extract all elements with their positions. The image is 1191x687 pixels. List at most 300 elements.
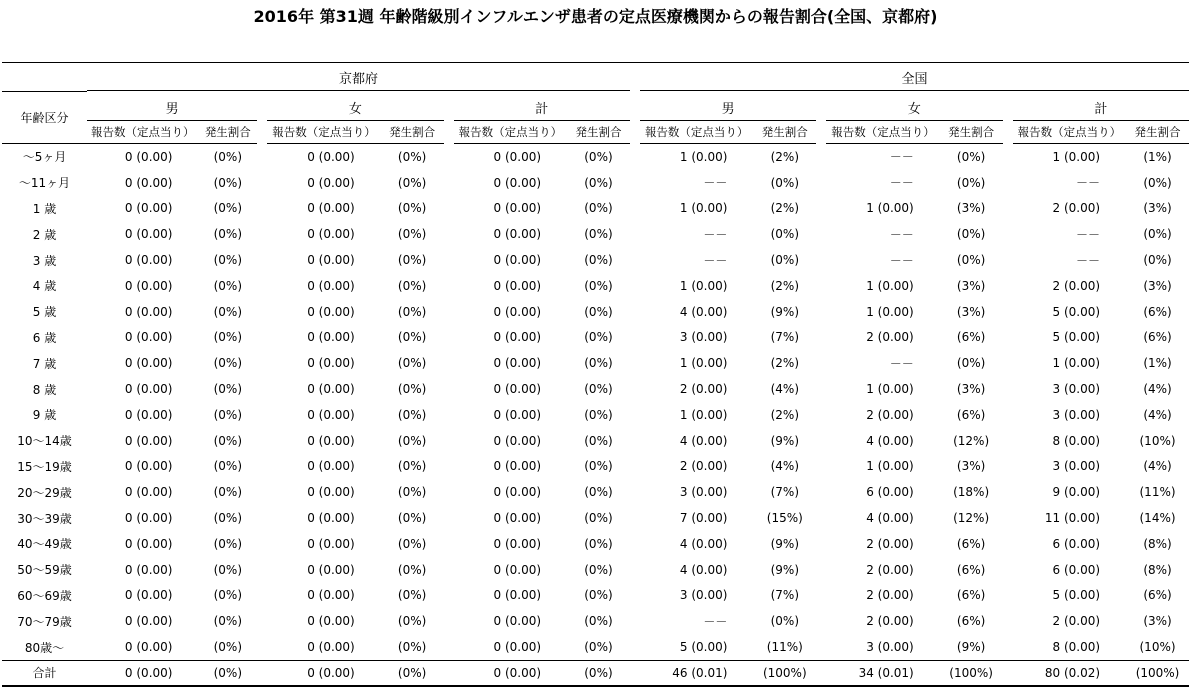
count-cell: 0 (0.00) <box>307 511 355 526</box>
report-table <box>2 62 1189 687</box>
age-cell: 50〜59歳 <box>17 563 72 578</box>
rate-cell: (6%) <box>1143 330 1172 345</box>
count-cell: 2 (0.00) <box>866 614 914 629</box>
count-cell: －－ <box>889 150 914 165</box>
count-cell: 0 (0.00) <box>493 201 542 216</box>
count-cell: 0 (0.00) <box>307 433 355 448</box>
count-cell: 0 (0.00) <box>307 588 355 603</box>
count-cell: 0 (0.00) <box>493 356 542 371</box>
rate-cell: (0%) <box>1143 227 1172 242</box>
rate-cell: (100%) <box>940 660 1003 687</box>
rate-cell: (12%) <box>953 433 990 448</box>
rate-cell: (0%) <box>584 562 613 577</box>
rate-cell: (0%) <box>213 227 243 242</box>
rate-cell: (0%) <box>584 356 613 371</box>
count-cell: 1 (0.00) <box>1052 149 1101 164</box>
age-cell: 10〜14歳 <box>17 434 72 449</box>
rate-cell: (9%) <box>770 562 799 577</box>
rate-cell: (0%) <box>213 485 243 500</box>
count-cell: 0 (0.00) <box>307 562 355 577</box>
count-cell: 0 (0.00) <box>493 330 542 345</box>
count-cell: 1 (0.00) <box>679 407 728 422</box>
count-column-header: 報告数（定点当り） <box>1013 121 1126 144</box>
rate-cell: (1%) <box>1143 149 1172 164</box>
rate-cell: (4%) <box>770 382 799 397</box>
table-row <box>2 350 1189 376</box>
count-cell: 0 (0.00) <box>493 640 542 655</box>
table-row <box>2 299 1189 325</box>
rate-cell: (0%) <box>213 407 243 422</box>
rate-cell: (0%) <box>213 253 243 268</box>
count-cell: 0 (0.00) <box>267 660 380 687</box>
count-cell: 46 (0.01) <box>640 660 753 687</box>
count-cell: 4 (0.00) <box>679 536 728 551</box>
rate-cell: (0%) <box>584 382 613 397</box>
age-cell: 3 歳 <box>32 253 57 268</box>
count-cell: 5 (0.00) <box>1052 304 1101 319</box>
rate-cell: (0%) <box>397 407 427 422</box>
count-cell: 0 (0.00) <box>124 304 173 319</box>
table-body <box>2 144 1189 687</box>
rate-cell: (3%) <box>956 201 986 216</box>
count-cell: 5 (0.00) <box>1052 588 1101 603</box>
table-row <box>2 144 1189 170</box>
count-cell: 0 (0.00) <box>124 149 173 164</box>
rate-cell: (2%) <box>770 407 799 422</box>
rate-cell: (0%) <box>198 660 257 687</box>
rate-cell: (0%) <box>397 356 427 371</box>
count-cell: －－ <box>703 614 728 629</box>
count-cell: 0 (0.00) <box>124 330 173 345</box>
table-row <box>2 608 1189 634</box>
count-cell: 6 (0.00) <box>866 485 914 500</box>
region-header-kyoto: 京都府 <box>87 62 630 91</box>
rate-cell: (0%) <box>213 614 243 629</box>
rate-cell: (3%) <box>956 304 986 319</box>
rate-cell: (0%) <box>584 304 613 319</box>
rate-cell: (18%) <box>953 485 990 500</box>
rate-column-header: 発生割合 <box>1126 121 1189 144</box>
age-cell: 8 歳 <box>32 382 57 397</box>
count-cell: －－ <box>889 253 914 268</box>
count-cell: 80 (0.02) <box>1013 660 1126 687</box>
count-cell: 9 (0.00) <box>1052 485 1101 500</box>
table-row <box>2 479 1189 505</box>
rate-cell: (0%) <box>213 459 243 474</box>
count-cell: 2 (0.00) <box>679 459 728 474</box>
count-cell: 0 (0.00) <box>307 407 355 422</box>
count-cell: 0 (0.00) <box>124 356 173 371</box>
rate-cell: (0%) <box>584 278 613 293</box>
count-cell: 2 (0.00) <box>1052 278 1101 293</box>
rate-cell: (6%) <box>956 562 986 577</box>
rate-cell: (0%) <box>213 511 243 526</box>
rate-cell: (0%) <box>567 660 630 687</box>
rate-cell: (9%) <box>770 304 799 319</box>
count-cell: 0 (0.00) <box>493 253 542 268</box>
rate-cell: (0%) <box>770 614 799 629</box>
rate-cell: (0%) <box>584 588 613 603</box>
count-cell: 3 (0.00) <box>1052 459 1101 474</box>
count-cell: 0 (0.00) <box>493 588 542 603</box>
rate-cell: (6%) <box>956 536 986 551</box>
rate-cell: (0%) <box>397 227 427 242</box>
rate-column-header: 発生割合 <box>753 121 816 144</box>
table-row <box>2 531 1189 557</box>
count-cell: 2 (0.00) <box>1052 614 1101 629</box>
count-cell: 1 (0.00) <box>866 459 914 474</box>
count-cell: －－ <box>703 227 728 242</box>
table-row <box>2 583 1189 609</box>
rate-column-header: 発生割合 <box>381 121 444 144</box>
page-title: 2016年 第31週 年齢階級別インフルエンザ患者の定点医療機関からの報告割合(全国、京都府) <box>253 7 938 26</box>
table-row <box>2 634 1189 660</box>
count-cell: 0 (0.00) <box>124 459 173 474</box>
rate-cell: (4%) <box>1143 459 1172 474</box>
rate-cell: (2%) <box>770 356 799 371</box>
rate-cell: (4%) <box>1143 382 1172 397</box>
count-cell: 4 (0.00) <box>679 433 728 448</box>
rate-cell: (0%) <box>213 433 243 448</box>
table-row <box>2 376 1189 402</box>
rate-column-header: 発生割合 <box>198 121 257 144</box>
rate-cell: (0%) <box>213 356 243 371</box>
count-cell: 0 (0.00) <box>124 253 173 268</box>
table-row <box>2 325 1189 351</box>
rate-cell: (9%) <box>770 536 799 551</box>
count-cell: 2 (0.00) <box>866 407 914 422</box>
rate-cell: (0%) <box>770 253 799 268</box>
count-cell: 0 (0.00) <box>307 175 355 190</box>
count-cell: 5 (0.00) <box>679 640 728 655</box>
count-cell: 1 (0.00) <box>679 201 728 216</box>
count-column-header: 報告数（定点当り） <box>87 121 198 144</box>
count-cell: 0 (0.00) <box>124 227 173 242</box>
count-cell: 3 (0.00) <box>679 485 728 500</box>
rate-cell: (0%) <box>397 588 427 603</box>
count-cell: 6 (0.00) <box>1052 562 1101 577</box>
count-cell: 0 (0.00) <box>493 536 542 551</box>
count-cell: 5 (0.00) <box>1052 330 1101 345</box>
count-cell: 0 (0.00) <box>124 407 173 422</box>
count-cell: －－ <box>1076 227 1101 242</box>
rate-cell: (0%) <box>397 149 427 164</box>
table-row <box>2 557 1189 583</box>
table-row <box>2 428 1189 454</box>
rate-cell: (1%) <box>1143 356 1172 371</box>
age-column-header: 年齢区分 <box>2 91 87 144</box>
rate-cell: (0%) <box>397 640 427 655</box>
rate-cell: (8%) <box>1143 536 1172 551</box>
rate-cell: (0%) <box>584 433 613 448</box>
count-cell: 2 (0.00) <box>866 536 914 551</box>
header-corner <box>2 62 87 91</box>
count-cell: 6 (0.00) <box>1052 536 1101 551</box>
sex-header-female: 女 <box>267 91 443 121</box>
rate-cell: (0%) <box>584 407 613 422</box>
age-cell: 5 歳 <box>32 305 57 320</box>
rate-cell: (6%) <box>956 330 986 345</box>
rate-cell: (0%) <box>584 614 613 629</box>
rate-cell: (0%) <box>770 227 799 242</box>
rate-cell: (0%) <box>584 227 613 242</box>
rate-cell: (100%) <box>1126 660 1189 687</box>
count-cell: 4 (0.00) <box>679 562 728 577</box>
rate-cell: (0%) <box>397 511 427 526</box>
table-row <box>2 170 1189 196</box>
count-column-header: 報告数（定点当り） <box>454 121 567 144</box>
rate-cell: (0%) <box>956 149 986 164</box>
count-cell: 4 (0.00) <box>866 433 914 448</box>
count-cell: 0 (0.00) <box>454 660 567 687</box>
rate-cell: (0%) <box>213 536 243 551</box>
sex-header-total: 計 <box>454 91 630 121</box>
count-cell: 0 (0.00) <box>124 614 173 629</box>
count-cell: 8 (0.00) <box>1052 433 1101 448</box>
count-cell: 11 (0.00) <box>1044 511 1101 526</box>
rate-cell: (10%) <box>1139 433 1176 448</box>
age-cell: 9 歳 <box>32 408 57 423</box>
count-cell: －－ <box>889 227 914 242</box>
rate-cell: (0%) <box>397 330 427 345</box>
count-cell: 1 (0.00) <box>679 149 728 164</box>
rate-cell: (0%) <box>397 614 427 629</box>
rate-cell: (100%) <box>753 660 816 687</box>
count-cell: 1 (0.00) <box>679 356 728 371</box>
count-cell: 0 (0.00) <box>493 562 542 577</box>
table-row <box>2 247 1189 273</box>
count-cell: 2 (0.00) <box>1052 201 1101 216</box>
rate-cell: (6%) <box>956 588 986 603</box>
age-cell: 6 歳 <box>32 330 57 345</box>
count-cell: 8 (0.00) <box>1052 640 1101 655</box>
count-cell: 0 (0.00) <box>493 304 542 319</box>
count-cell: 0 (0.00) <box>493 227 542 242</box>
count-cell: 1 (0.00) <box>866 278 914 293</box>
count-cell: 0 (0.00) <box>124 511 173 526</box>
count-cell: －－ <box>703 253 728 268</box>
count-cell: 1 (0.00) <box>679 278 728 293</box>
count-cell: 0 (0.00) <box>493 511 542 526</box>
rate-cell: (4%) <box>770 459 799 474</box>
rate-cell: (0%) <box>584 511 613 526</box>
rate-cell: (3%) <box>1143 278 1172 293</box>
count-cell: 1 (0.00) <box>866 382 914 397</box>
count-cell: 3 (0.00) <box>1052 407 1101 422</box>
age-cell: 〜11ヶ月 <box>18 176 71 191</box>
count-cell: 0 (0.00) <box>493 175 542 190</box>
rate-cell: (0%) <box>213 278 243 293</box>
count-cell: －－ <box>1076 253 1101 268</box>
rate-cell: (0%) <box>397 278 427 293</box>
count-cell: 1 (0.00) <box>866 201 914 216</box>
count-cell: 1 (0.00) <box>866 304 914 319</box>
count-cell: 0 (0.00) <box>124 433 173 448</box>
rate-cell: (4%) <box>1143 407 1172 422</box>
count-cell: 0 (0.00) <box>87 660 198 687</box>
rate-cell: (3%) <box>1143 614 1172 629</box>
age-cell: 合計 <box>2 660 87 687</box>
count-cell: －－ <box>889 176 914 191</box>
rate-cell: (0%) <box>213 588 243 603</box>
count-column-header: 報告数（定点当り） <box>640 121 753 144</box>
count-cell: 0 (0.00) <box>307 201 355 216</box>
count-cell: 2 (0.00) <box>866 562 914 577</box>
rate-cell: (0%) <box>956 253 986 268</box>
rate-cell: (15%) <box>766 511 803 526</box>
age-cell: 30〜39歳 <box>17 511 72 526</box>
count-cell: 0 (0.00) <box>124 588 173 603</box>
count-cell: 0 (0.00) <box>124 536 173 551</box>
age-cell: 60〜69歳 <box>17 588 72 603</box>
rate-cell: (0%) <box>397 382 427 397</box>
age-cell: 4 歳 <box>32 279 57 294</box>
rate-cell: (0%) <box>956 227 986 242</box>
rate-cell: (0%) <box>584 253 613 268</box>
rate-cell: (0%) <box>397 175 427 190</box>
count-cell: 0 (0.00) <box>493 459 542 474</box>
rate-cell: (6%) <box>956 614 986 629</box>
rate-cell: (0%) <box>397 253 427 268</box>
count-cell: 0 (0.00) <box>307 382 355 397</box>
count-cell: 0 (0.00) <box>124 562 173 577</box>
rate-cell: (0%) <box>397 433 427 448</box>
count-cell: 7 (0.00) <box>679 511 728 526</box>
rate-cell: (0%) <box>397 485 427 500</box>
count-cell: 0 (0.00) <box>307 640 355 655</box>
count-cell: 0 (0.00) <box>307 330 355 345</box>
rate-cell: (9%) <box>956 640 986 655</box>
table-row <box>2 196 1189 222</box>
rate-cell: (0%) <box>956 356 986 371</box>
rate-cell: (6%) <box>1143 588 1172 603</box>
rate-cell: (2%) <box>770 278 799 293</box>
age-cell: 20〜29歳 <box>17 485 72 500</box>
rate-cell: (0%) <box>584 485 613 500</box>
rate-cell: (0%) <box>381 660 444 687</box>
count-cell: 0 (0.00) <box>307 278 355 293</box>
count-cell: 0 (0.00) <box>493 382 542 397</box>
rate-cell: (3%) <box>956 278 986 293</box>
rate-cell: (0%) <box>213 201 243 216</box>
rate-cell: (0%) <box>584 149 613 164</box>
rate-cell: (0%) <box>584 175 613 190</box>
rate-cell: (0%) <box>584 201 613 216</box>
table-row <box>2 221 1189 247</box>
rate-cell: (3%) <box>956 459 986 474</box>
count-cell: 0 (0.00) <box>493 485 542 500</box>
count-cell: 0 (0.00) <box>124 201 173 216</box>
rate-cell: (2%) <box>770 149 799 164</box>
count-cell: 1 (0.00) <box>1052 356 1101 371</box>
count-cell: 0 (0.00) <box>307 536 355 551</box>
rate-cell: (11%) <box>1139 485 1176 500</box>
rate-cell: (0%) <box>213 382 243 397</box>
count-cell: 0 (0.00) <box>307 614 355 629</box>
rate-cell: (0%) <box>213 149 243 164</box>
count-cell: 0 (0.00) <box>124 382 173 397</box>
rate-cell: (7%) <box>770 588 799 603</box>
rate-cell: (8%) <box>1143 562 1172 577</box>
count-cell: 0 (0.00) <box>124 278 173 293</box>
rate-cell: (0%) <box>584 330 613 345</box>
rate-cell: (0%) <box>956 175 986 190</box>
rate-cell: (0%) <box>584 459 613 474</box>
count-column-header: 報告数（定点当り） <box>267 121 380 144</box>
rate-cell: (9%) <box>770 433 799 448</box>
rate-cell: (6%) <box>1143 304 1172 319</box>
region-header-national: 全国 <box>640 62 1189 91</box>
count-cell: 0 (0.00) <box>493 407 542 422</box>
rate-cell: (0%) <box>584 536 613 551</box>
count-cell: 2 (0.00) <box>866 588 914 603</box>
age-cell: 40〜49歳 <box>17 537 72 552</box>
count-cell: 3 (0.00) <box>1052 382 1101 397</box>
table-row <box>2 505 1189 531</box>
sex-header-male: 男 <box>640 91 816 121</box>
count-cell: －－ <box>703 176 728 191</box>
count-cell: 0 (0.00) <box>307 459 355 474</box>
sex-header-total: 計 <box>1013 91 1189 121</box>
count-cell: 0 (0.00) <box>124 485 173 500</box>
age-cell: 80歳〜 <box>24 640 65 655</box>
rate-cell: (0%) <box>1143 253 1172 268</box>
table-row <box>2 273 1189 299</box>
rate-cell: (10%) <box>1139 640 1176 655</box>
count-cell: 2 (0.00) <box>866 330 914 345</box>
count-cell: 3 (0.00) <box>679 330 728 345</box>
table-row <box>2 454 1189 480</box>
rate-cell: (0%) <box>397 562 427 577</box>
rate-cell: (0%) <box>397 459 427 474</box>
rate-cell: (0%) <box>397 536 427 551</box>
rate-cell: (0%) <box>213 330 243 345</box>
count-cell: 0 (0.00) <box>124 640 173 655</box>
rate-cell: (7%) <box>770 485 799 500</box>
age-cell: 70〜79歳 <box>17 614 72 629</box>
age-cell: 2 歳 <box>32 227 57 242</box>
sex-header-female: 女 <box>826 91 1002 121</box>
rate-cell: (6%) <box>956 407 986 422</box>
rate-cell: (2%) <box>770 201 799 216</box>
age-cell: 〜5ヶ月 <box>22 150 67 165</box>
rate-cell: (0%) <box>213 562 243 577</box>
rate-cell: (0%) <box>397 304 427 319</box>
count-cell: 4 (0.00) <box>866 511 914 526</box>
count-cell: 3 (0.00) <box>679 588 728 603</box>
rate-column-header: 発生割合 <box>567 121 630 144</box>
count-cell: －－ <box>1076 176 1101 191</box>
count-cell: 0 (0.00) <box>307 253 355 268</box>
count-cell: －－ <box>889 356 914 371</box>
age-cell: 1 歳 <box>32 201 57 216</box>
rate-cell: (11%) <box>766 640 803 655</box>
age-cell: 7 歳 <box>32 356 57 371</box>
total-row <box>2 660 1189 687</box>
count-cell: 0 (0.00) <box>307 485 355 500</box>
rate-cell: (0%) <box>397 201 427 216</box>
count-cell: 0 (0.00) <box>493 614 542 629</box>
rate-cell: (3%) <box>1143 201 1172 216</box>
count-cell: 2 (0.00) <box>679 382 728 397</box>
rate-cell: (0%) <box>770 175 799 190</box>
count-cell: 0 (0.00) <box>493 278 542 293</box>
sex-header-male: 男 <box>87 91 257 121</box>
count-cell: 0 (0.00) <box>307 356 355 371</box>
count-cell: 0 (0.00) <box>307 227 355 242</box>
rate-cell: (0%) <box>213 640 243 655</box>
count-cell: 3 (0.00) <box>866 640 914 655</box>
